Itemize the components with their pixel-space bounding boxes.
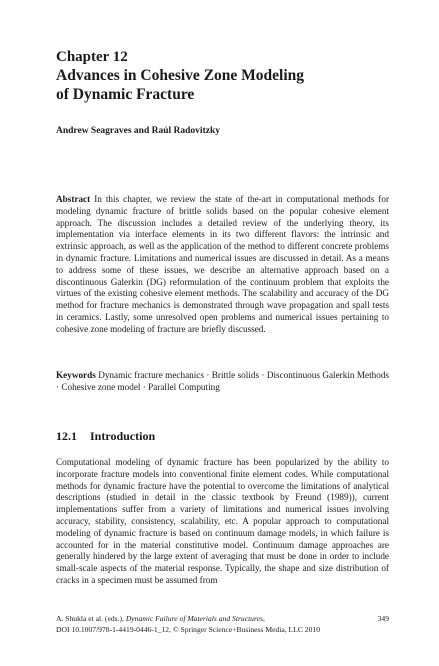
footer-book-title: Dynamic Failure of Materials and Structures — [125, 614, 263, 623]
chapter-title — [56, 66, 396, 104]
chapter-title-line-1: Advances in Cohesive Zone Modeling — [56, 67, 305, 84]
keywords-label: Keywords — [56, 370, 96, 380]
page-number: 349 — [377, 614, 389, 623]
keywords — [56, 370, 389, 394]
authors: Andrew Seagraves and Raúl Radovitzky — [56, 126, 220, 136]
page-footer — [56, 614, 389, 635]
section-title: Introduction — [90, 429, 156, 443]
section-number: 12.1 — [56, 429, 77, 443]
footer-doi-line: DOI 10.1007/978-1-4419-0446-1_12, © Springer Science+Business Media, LLC 2010 — [56, 624, 320, 634]
keywords-text: Dynamic fracture mechanics · Brittle solids · Discontinuous Galerkin Methods · Cohesive zone model · Parallel Computing — [56, 370, 389, 392]
abstract — [56, 194, 389, 336]
body-paragraph: Computational modeling of dynamic fracture has been popularized by the ability to incorporate fracture models into conventional finite element codes. While computational methods for dynamic fracture have the potential to overcome the limitations of analytical descriptions (studied in detail in the classic textbook by Freund (1989)), current implementations suffer from a variety of limitations and numerical issues involving accuracy, stability, consistency, scalability, etc. A popular approach to computational modeling of dynamic fracture is based on continuum damage models, in which failure is accounted for in the material constitutive model. Continuum damage approaches are generally hindered by the large extent of averaging that must be done in order to include small-scale aspects of the material response. Typically, the shape and size distribution of cracks in a specimen must be assumed from — [56, 457, 389, 585]
section-heading — [56, 429, 155, 444]
chapter-title-line-2: of Dynamic Fracture — [56, 86, 195, 103]
abstract-text: In this chapter, we review the state of the-art in computational methods for modeling dynamic fracture of brittle solids based on the popular cohesive element approach. The discussion includes a detailed review of the underlying theory, its implementation via interface elements in its two different flavors: the intrinsic and extrinsic approach, as well as the application of the method to different concrete problems in dynamic fracture. Limitations and numerical issues are discussed in detail. As a means to address some of these issues, we describe an alternative approach based on a discontinuous Galerkin (DG) reformulation of the continuum problem that exploits the virtues of the existing cohesive element methods. The scalability and accuracy of the DG method for fracture mechanics is demonstrated through wave propagation and spall tests in ceramics. Lastly, some unresolved open problems and numerical issues pertaining to cohesive zone modeling of fracture are briefly discussed. — [56, 194, 389, 334]
abstract-label: Abstract — [56, 194, 91, 204]
footer-citation-line: A. Shukla et al. (eds.), Dynamic Failure of Materials and Structures, — [56, 614, 265, 623]
chapter-label: Chapter 12 — [56, 49, 128, 65]
footer-editors: A. Shukla et al. (eds.), — [56, 614, 126, 623]
